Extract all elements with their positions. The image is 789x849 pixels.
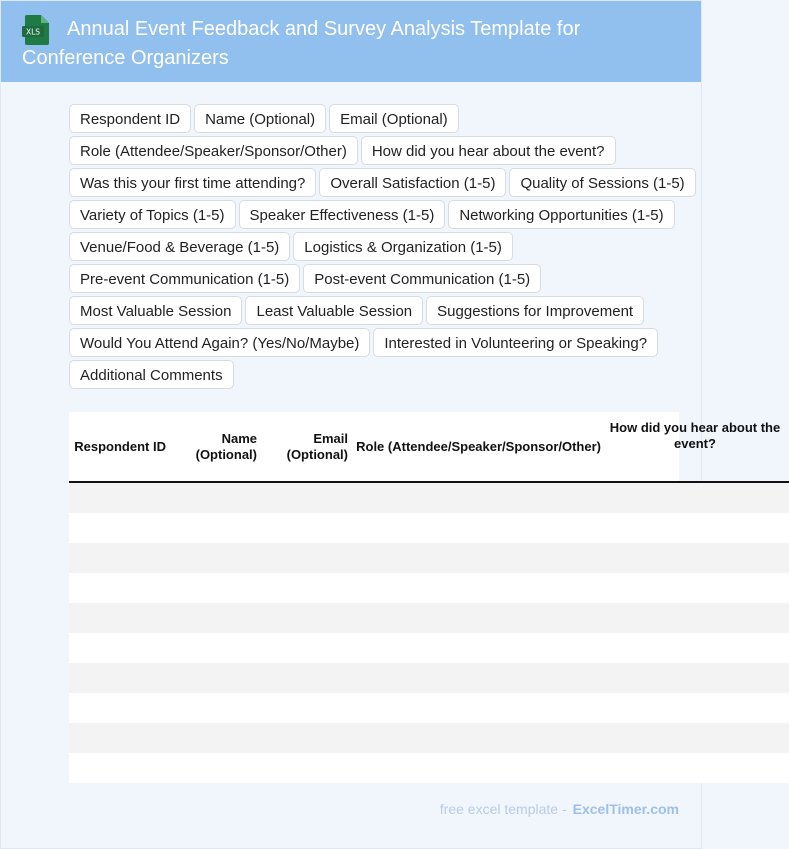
table-cell[interactable] <box>356 753 609 783</box>
table-row <box>69 603 789 633</box>
table-cell[interactable] <box>356 513 609 543</box>
column-tag[interactable]: Role (Attendee/Speaker/Sponsor/Other) <box>69 136 358 165</box>
table-cell[interactable] <box>356 693 609 723</box>
data-table-container <box>69 412 781 775</box>
table-cell[interactable] <box>69 573 174 603</box>
column-tag[interactable]: Was this your first time attending? <box>69 168 316 197</box>
table-cell[interactable] <box>609 723 789 753</box>
table-row <box>69 723 789 753</box>
column-tag[interactable]: Name (Optional) <box>194 104 326 133</box>
table-cell[interactable] <box>69 723 174 753</box>
table-cell[interactable] <box>356 603 609 633</box>
column-tag[interactable]: Quality of Sessions (1-5) <box>509 168 695 197</box>
table-cell[interactable] <box>356 663 609 693</box>
table-cell[interactable] <box>265 482 356 513</box>
table-cell[interactable] <box>609 753 789 783</box>
xls-icon-label: XLS <box>25 27 41 37</box>
table-row <box>69 513 789 543</box>
table-cell[interactable] <box>69 482 174 513</box>
table-cell[interactable] <box>174 543 265 573</box>
table-cell[interactable] <box>174 633 265 663</box>
table-cell[interactable] <box>265 663 356 693</box>
footer-credit <box>440 801 679 817</box>
table-row <box>69 633 789 663</box>
table-cell[interactable] <box>69 603 174 633</box>
table-cell[interactable] <box>609 603 789 633</box>
table-cell[interactable] <box>609 663 789 693</box>
table-cell[interactable] <box>609 693 789 723</box>
table-cell[interactable] <box>265 753 356 783</box>
table-cell[interactable] <box>609 513 789 543</box>
table-cell[interactable] <box>356 573 609 603</box>
table-cell[interactable] <box>174 482 265 513</box>
page-title: Annual Event Feedback and Survey Analysis Template for Conference Organizers <box>22 18 581 69</box>
table-row <box>69 663 789 693</box>
table-cell[interactable] <box>174 663 265 693</box>
column-tag[interactable]: Networking Opportunities (1-5) <box>448 200 674 229</box>
table-cell[interactable] <box>69 633 174 663</box>
table-row <box>69 573 789 603</box>
table-cell[interactable] <box>174 603 265 633</box>
table-cell[interactable] <box>356 482 609 513</box>
column-tag[interactable]: Least Valuable Session <box>245 296 423 325</box>
table-cell[interactable] <box>174 573 265 603</box>
table-cell[interactable] <box>609 543 789 573</box>
column-header-respondent-id: Respondent ID <box>69 412 174 482</box>
column-header-name: Name (Optional) <box>174 412 265 482</box>
table-cell[interactable] <box>265 633 356 663</box>
table-cell[interactable] <box>356 633 609 663</box>
column-tag[interactable]: Venue/Food & Beverage (1-5) <box>69 232 290 261</box>
column-tag[interactable]: Overall Satisfaction (1-5) <box>319 168 506 197</box>
table-cell[interactable] <box>265 723 356 753</box>
column-tag[interactable]: Variety of Topics (1-5) <box>69 200 236 229</box>
footer-brand-link[interactable]: ExcelTimer.com <box>572 801 679 817</box>
table-cell[interactable] <box>174 513 265 543</box>
column-tag[interactable]: Email (Optional) <box>329 104 459 133</box>
table-cell[interactable] <box>356 723 609 753</box>
table-cell[interactable] <box>69 513 174 543</box>
column-tag[interactable]: Most Valuable Session <box>69 296 242 325</box>
table-cell[interactable] <box>69 693 174 723</box>
table-cell[interactable] <box>69 543 174 573</box>
table-cell[interactable] <box>265 513 356 543</box>
table-cell[interactable] <box>609 482 789 513</box>
column-tag[interactable]: How did you hear about the event? <box>361 136 616 165</box>
table-cell[interactable] <box>265 693 356 723</box>
table-row <box>69 753 789 783</box>
column-tag[interactable]: Logistics & Organization (1-5) <box>293 232 513 261</box>
table-cell[interactable] <box>174 723 265 753</box>
table-cell[interactable] <box>265 543 356 573</box>
header-banner <box>1 1 701 82</box>
column-tag[interactable]: Pre-event Communication (1-5) <box>69 264 300 293</box>
table-cell[interactable] <box>174 693 265 723</box>
table-cell[interactable] <box>609 573 789 603</box>
column-header-how-heard: How did you hear about the event? <box>609 412 789 482</box>
footer-text: free excel template - <box>439 801 567 817</box>
column-header-email: Email (Optional) <box>265 412 356 482</box>
table-cell[interactable] <box>69 663 174 693</box>
column-tag[interactable]: Interested in Volunteering or Speaking? <box>373 328 658 357</box>
column-tag[interactable]: Would You Attend Again? (Yes/No/Maybe) <box>69 328 370 357</box>
table-row <box>69 543 789 573</box>
column-tag[interactable]: Additional Comments <box>69 360 234 389</box>
table-row <box>69 693 789 723</box>
column-tag[interactable]: Post-event Communication (1-5) <box>303 264 541 293</box>
column-tag[interactable]: Speaker Effectiveness (1-5) <box>239 200 446 229</box>
table-cell[interactable] <box>69 753 174 783</box>
table-cell[interactable] <box>174 753 265 783</box>
table-cell[interactable] <box>609 633 789 663</box>
column-tag[interactable]: Respondent ID <box>69 104 191 133</box>
data-table <box>69 412 789 783</box>
table-cell[interactable] <box>265 573 356 603</box>
table-cell[interactable] <box>265 603 356 633</box>
table-header-row <box>69 412 789 482</box>
column-tag[interactable]: Suggestions for Improvement <box>426 296 644 325</box>
table-cell[interactable] <box>356 543 609 573</box>
column-tags <box>69 104 699 389</box>
table-row <box>69 482 789 513</box>
column-header-role: Role (Attendee/Speaker/Sponsor/Other) <box>356 412 609 482</box>
